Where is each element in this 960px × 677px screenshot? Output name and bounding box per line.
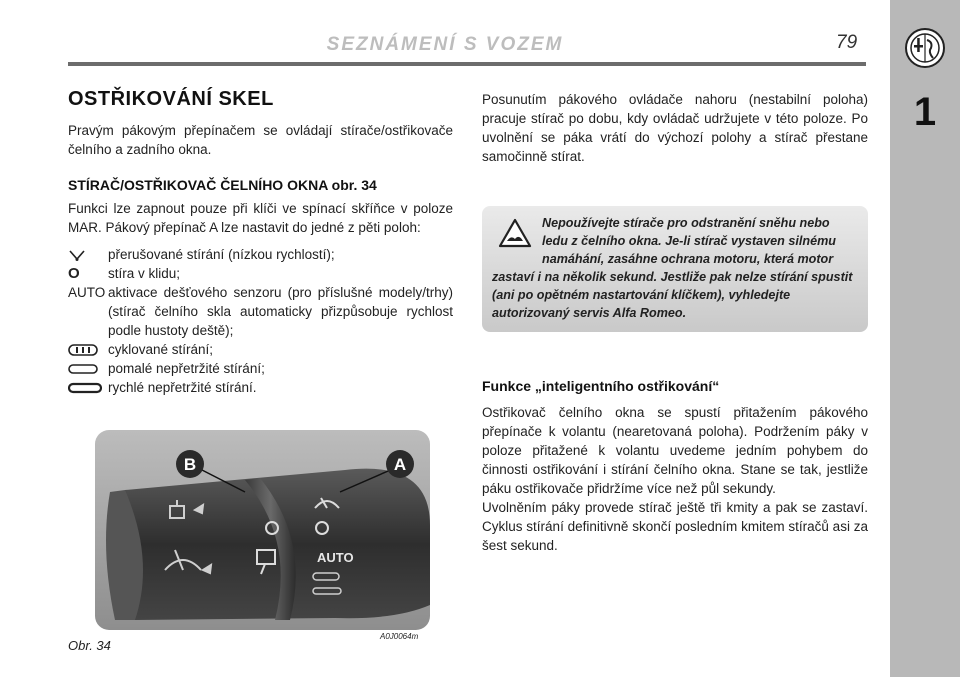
figure-wiper-stalk xyxy=(95,430,430,630)
subheading: STÍRAČ/OSTŘIKOVAČ ČELNÍHO OKNA obr. 34 xyxy=(68,177,377,193)
figure-label-a: A xyxy=(393,455,407,474)
list-item: AUTO aktivace dešťového senzoru (pro příslušné modely/trhy) (stírač čelního skla automaticky přizpůsobuje rychlost podle hustoty deště); xyxy=(68,285,453,338)
auto-position-symbol: AUTO xyxy=(68,285,106,300)
header-rule xyxy=(68,62,866,66)
list-item: O stíra v klidu; xyxy=(68,265,181,282)
function-paragraph-1: Ostřikovač čelního okna se spustí přitažením pákového přepínače k volantu (nearetovaná poloha). Podržením páky v poloze přitažené k volantu uvedeme jedním pohybem do činnosti ostřikování i stírání čelního okna. Stane se tak, jestliže páku ostřikovače přidržíme více než půl sekundy. xyxy=(482,405,868,496)
function-paragraph-2: Uvolněním páky provede stírač ještě tři kmity a pak se zastaví. Cyklus stírání definitivně skončí posledním kmitem stíračů asi za šest sekund. xyxy=(482,500,868,553)
fast-wipe-icon xyxy=(68,382,102,394)
list-item: přerušované stírání (nízkou rychlostí); xyxy=(68,245,453,264)
right-intro-paragraph: Posunutím pákového ovládače nahoru (nestabilní poloha) pracuje stírač po dobu, kdy ovládač udržujete v této poloze. Po uvolnění se páka vrátí do výchozí polohy a stírač přestane samočinně stírat. xyxy=(482,92,868,164)
function-heading: Funkce „inteligentního ostřikování“ xyxy=(482,378,720,394)
position-list xyxy=(68,245,453,397)
off-position-symbol: O xyxy=(68,265,80,282)
slow-wipe-icon xyxy=(68,363,98,375)
left-column xyxy=(68,88,453,397)
list-item: cyklované stírání; xyxy=(68,340,453,359)
intermittent-wipe-icon xyxy=(68,247,86,263)
cycle-wipe-icon xyxy=(68,344,98,356)
right-column xyxy=(482,90,868,166)
intro-paragraph: Pravým pákovým přepínačem se ovládají stírače/ostřikovače čelního a zadního okna. xyxy=(68,123,453,157)
page-number: 79 xyxy=(836,32,858,53)
function-section xyxy=(482,403,868,555)
figure-label-b: B xyxy=(183,455,197,474)
list-item: pomalé nepřetržité stírání; xyxy=(68,359,453,378)
figure-code: A0J0064m xyxy=(380,632,419,641)
body-paragraph: Funkci lze zapnout pouze při klíči ve spínací skříňce v poloze MAR. Pákový přepínač A lze nastavit do jedné z pěti poloh: xyxy=(68,201,453,235)
section-heading: OSTŘIKOVÁNÍ SKEL xyxy=(68,88,274,110)
header-title: SEZNÁMENÍ S VOZEM xyxy=(326,34,564,55)
figure-auto-label: AUTO xyxy=(317,550,354,565)
warning-box xyxy=(482,206,868,332)
warning-text: Nepoužívejte stírače pro odstranění sněhu nebo ledu z čelního okna. Je-li stírač vystaven silnému namáhání, zasáhne ochrana motoru, která motor zastaví i na několik sekund. Jestliže pak nelze stírání spustit (ani po opětném nastartování klíčkem), vyhledejte autorizovaný servis Alfa Romeo. xyxy=(492,216,853,320)
alfa-romeo-logo-icon xyxy=(905,28,945,68)
chapter-number: 1 xyxy=(913,90,937,134)
list-item: rychlé nepřetržité stírání. xyxy=(68,378,453,397)
figure-caption: Obr. 34 xyxy=(68,638,111,653)
